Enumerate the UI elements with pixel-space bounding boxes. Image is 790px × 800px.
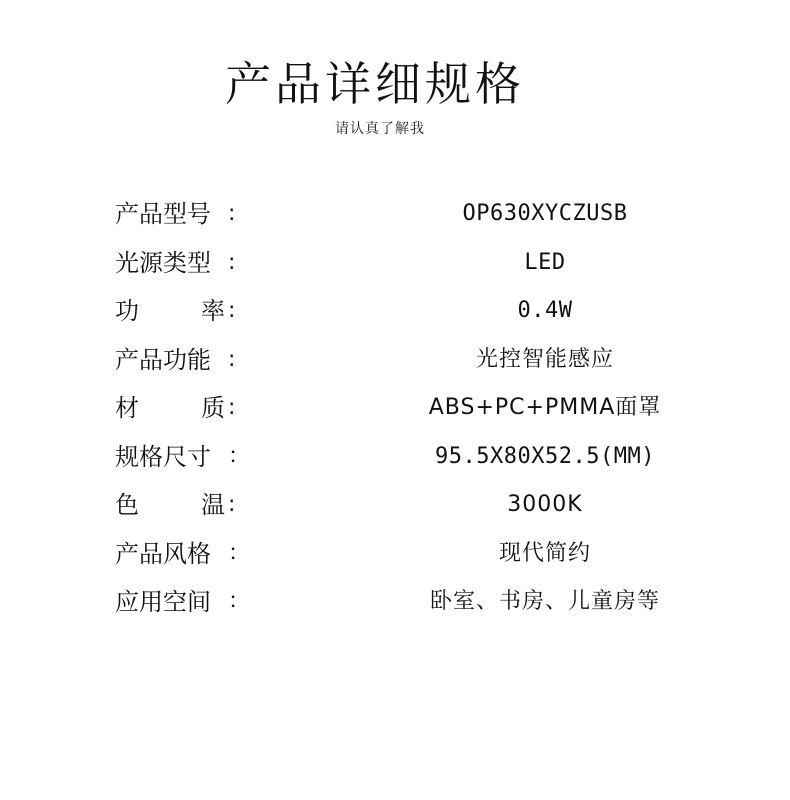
spec-label-char-2: 率 <box>201 297 225 326</box>
spec-label-text <box>115 490 225 520</box>
spec-label-char-1: 色 <box>115 491 139 520</box>
spec-colon: ： <box>228 443 251 469</box>
spec-colon: : <box>228 395 236 421</box>
spec-row-material <box>0 384 790 433</box>
spec-label-char-1: 材 <box>115 394 139 423</box>
spec-value: OP630XYCZUSB <box>462 201 628 227</box>
spec-colon: : <box>228 249 236 275</box>
spec-row-application <box>0 578 790 627</box>
spec-label <box>115 393 245 423</box>
spec-colon: : <box>228 298 236 324</box>
spec-row-light-source <box>0 239 790 288</box>
spec-value: ABS+PC+PMMA面罩 <box>428 395 662 421</box>
spec-value: 卧室、书房、儿童房等 <box>429 589 660 615</box>
spec-value: 0.4W <box>517 298 573 324</box>
spec-label-char-2: 温 <box>201 491 225 520</box>
spec-row-dimensions <box>0 433 790 482</box>
page-title: 产品详细规格 <box>225 57 525 111</box>
spec-label <box>115 248 245 278</box>
spec-label <box>115 539 251 569</box>
spec-value: 3000K <box>507 492 583 518</box>
spec-label-char-2: 质 <box>201 394 225 423</box>
spec-label <box>115 296 245 326</box>
spec-row-function <box>0 336 790 385</box>
spec-label-text <box>115 296 225 326</box>
spec-value: LED <box>524 249 566 275</box>
spec-label-text <box>115 393 225 423</box>
spec-row-style <box>0 530 790 579</box>
spec-label <box>115 345 245 375</box>
spec-colon: : <box>228 201 236 227</box>
spec-label-text: 规格尺寸 <box>115 442 211 471</box>
spec-colon: : <box>228 492 236 518</box>
spec-label-text: 光源类型 <box>115 248 211 277</box>
spec-label-text: 产品型号 <box>115 200 211 229</box>
spec-row-power <box>0 287 790 336</box>
spec-row-color-temperature <box>0 481 790 530</box>
spec-label-text: 产品功能 <box>115 345 211 374</box>
spec-label <box>115 587 251 617</box>
spec-value: 光控智能感应 <box>475 346 614 372</box>
spec-label-text: 产品风格 <box>115 539 211 568</box>
spec-label <box>115 442 251 472</box>
spec-label-text: 应用空间 <box>115 588 211 617</box>
spec-label <box>115 490 245 520</box>
spec-row-model <box>0 190 790 239</box>
page-subtitle: 请认真了解我 <box>335 121 425 137</box>
spec-colon: : <box>228 346 236 372</box>
spec-value: 现代简约 <box>498 540 591 566</box>
spec-colon: ： <box>228 540 251 566</box>
spec-colon: ： <box>228 589 251 615</box>
spec-list <box>0 190 790 627</box>
spec-label <box>115 199 245 229</box>
spec-label-char-1: 功 <box>115 297 139 326</box>
spec-value: 95.5X80X52.5(MM) <box>435 443 655 469</box>
